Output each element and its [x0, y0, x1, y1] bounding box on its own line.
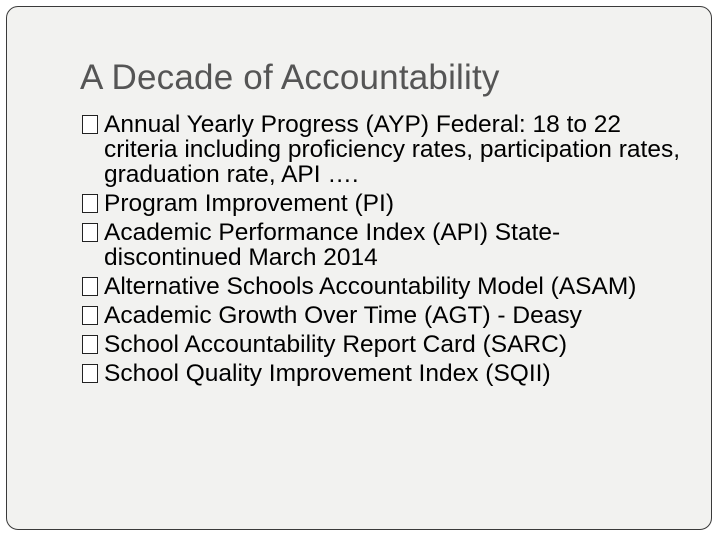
bullet-item [82, 274, 682, 299]
bullet-text: Alternative Schools Accountability Model (ASAM) [104, 273, 637, 300]
bullet-text: Annual Yearly Progress (AYP) Federal: 18 to 22 criteria including proficiency rates, participation rates, graduation rate, API …. [104, 111, 681, 188]
bullet-item [82, 191, 682, 216]
bullet-text: School Quality Improvement Index (SQII) [104, 360, 551, 387]
bullet-text: School Accountability Report Card (SARC) [104, 331, 567, 358]
bullet-box-icon [82, 364, 98, 383]
bullet-text: Academic Growth Over Time (AGT) - Deasy [104, 302, 582, 329]
slide-title: A Decade of Accountability [80, 58, 500, 97]
bullet-item [82, 332, 682, 357]
bullet-item [82, 361, 682, 386]
bullet-item [82, 112, 682, 187]
bullet-box-icon [82, 306, 98, 325]
bullet-list [82, 112, 682, 390]
bullet-text: Academic Performance Index (API) State- discontinued March 2014 [104, 219, 561, 271]
bullet-box-icon [82, 194, 98, 213]
bullet-item [82, 303, 682, 328]
bullet-box-icon [82, 115, 98, 134]
bullet-box-icon [82, 277, 98, 296]
bullet-item [82, 220, 682, 270]
bullet-box-icon [82, 335, 98, 354]
bullet-text: Program Improvement (PI) [104, 190, 394, 217]
bullet-box-icon [82, 223, 98, 242]
